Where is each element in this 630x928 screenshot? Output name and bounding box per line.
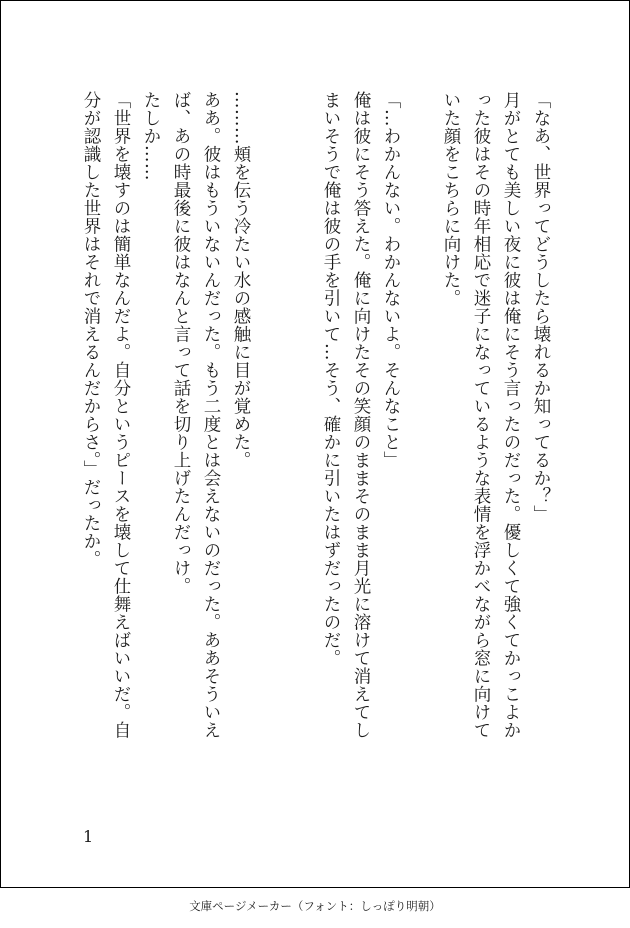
text-line: 俺は彼にそう答えた。俺に向けたその笑顔のままそのまま月光に溶けて消えてし xyxy=(351,91,371,739)
text-line: 「なあ、世界ってどうしたら壊れるか知ってるか？」 xyxy=(531,91,551,523)
footer-credit: 文庫ページメーカー（フォント：しっぽり明朝） xyxy=(189,899,441,913)
text-line: 「世界を壊すのは簡単なんだよ。自分というピースを壊して仕舞えばいいだ。自 xyxy=(111,91,131,739)
text-line: ば、あの時最後に彼はなんと言って話を切り上げたんだっけ。 xyxy=(171,91,191,595)
text-line: 月がとても美しい夜に彼は俺にそう言ったのだった。優しくて強くてかっこよか xyxy=(501,91,521,739)
text-line: った彼はその時年相応で迷子になっているような表情を浮かべながら窓に向けて xyxy=(471,91,491,739)
text-line: 分が認識した世界はそれで消えるんだからさ。」だったか。 xyxy=(81,91,101,569)
text-line: ………頬を伝う冷たい水の感触に目が覚めた。 xyxy=(231,91,251,469)
text-line: いた顔をこちらに向けた。 xyxy=(441,91,461,307)
text-line: まいそうで俺は彼の手を引いて…そう、確かに引いたはずだったのだ。 xyxy=(321,91,341,667)
vertical-text-block xyxy=(71,91,551,811)
text-line: 「…わかんない。わかんないよ。そんなこと」 xyxy=(381,91,401,469)
text-line: ああ。彼はもういないんだった。もう二度とは会えないのだった。ああそういえ xyxy=(201,91,221,739)
text-line: たしか…… xyxy=(141,91,161,181)
page-number: 1 xyxy=(83,827,94,846)
